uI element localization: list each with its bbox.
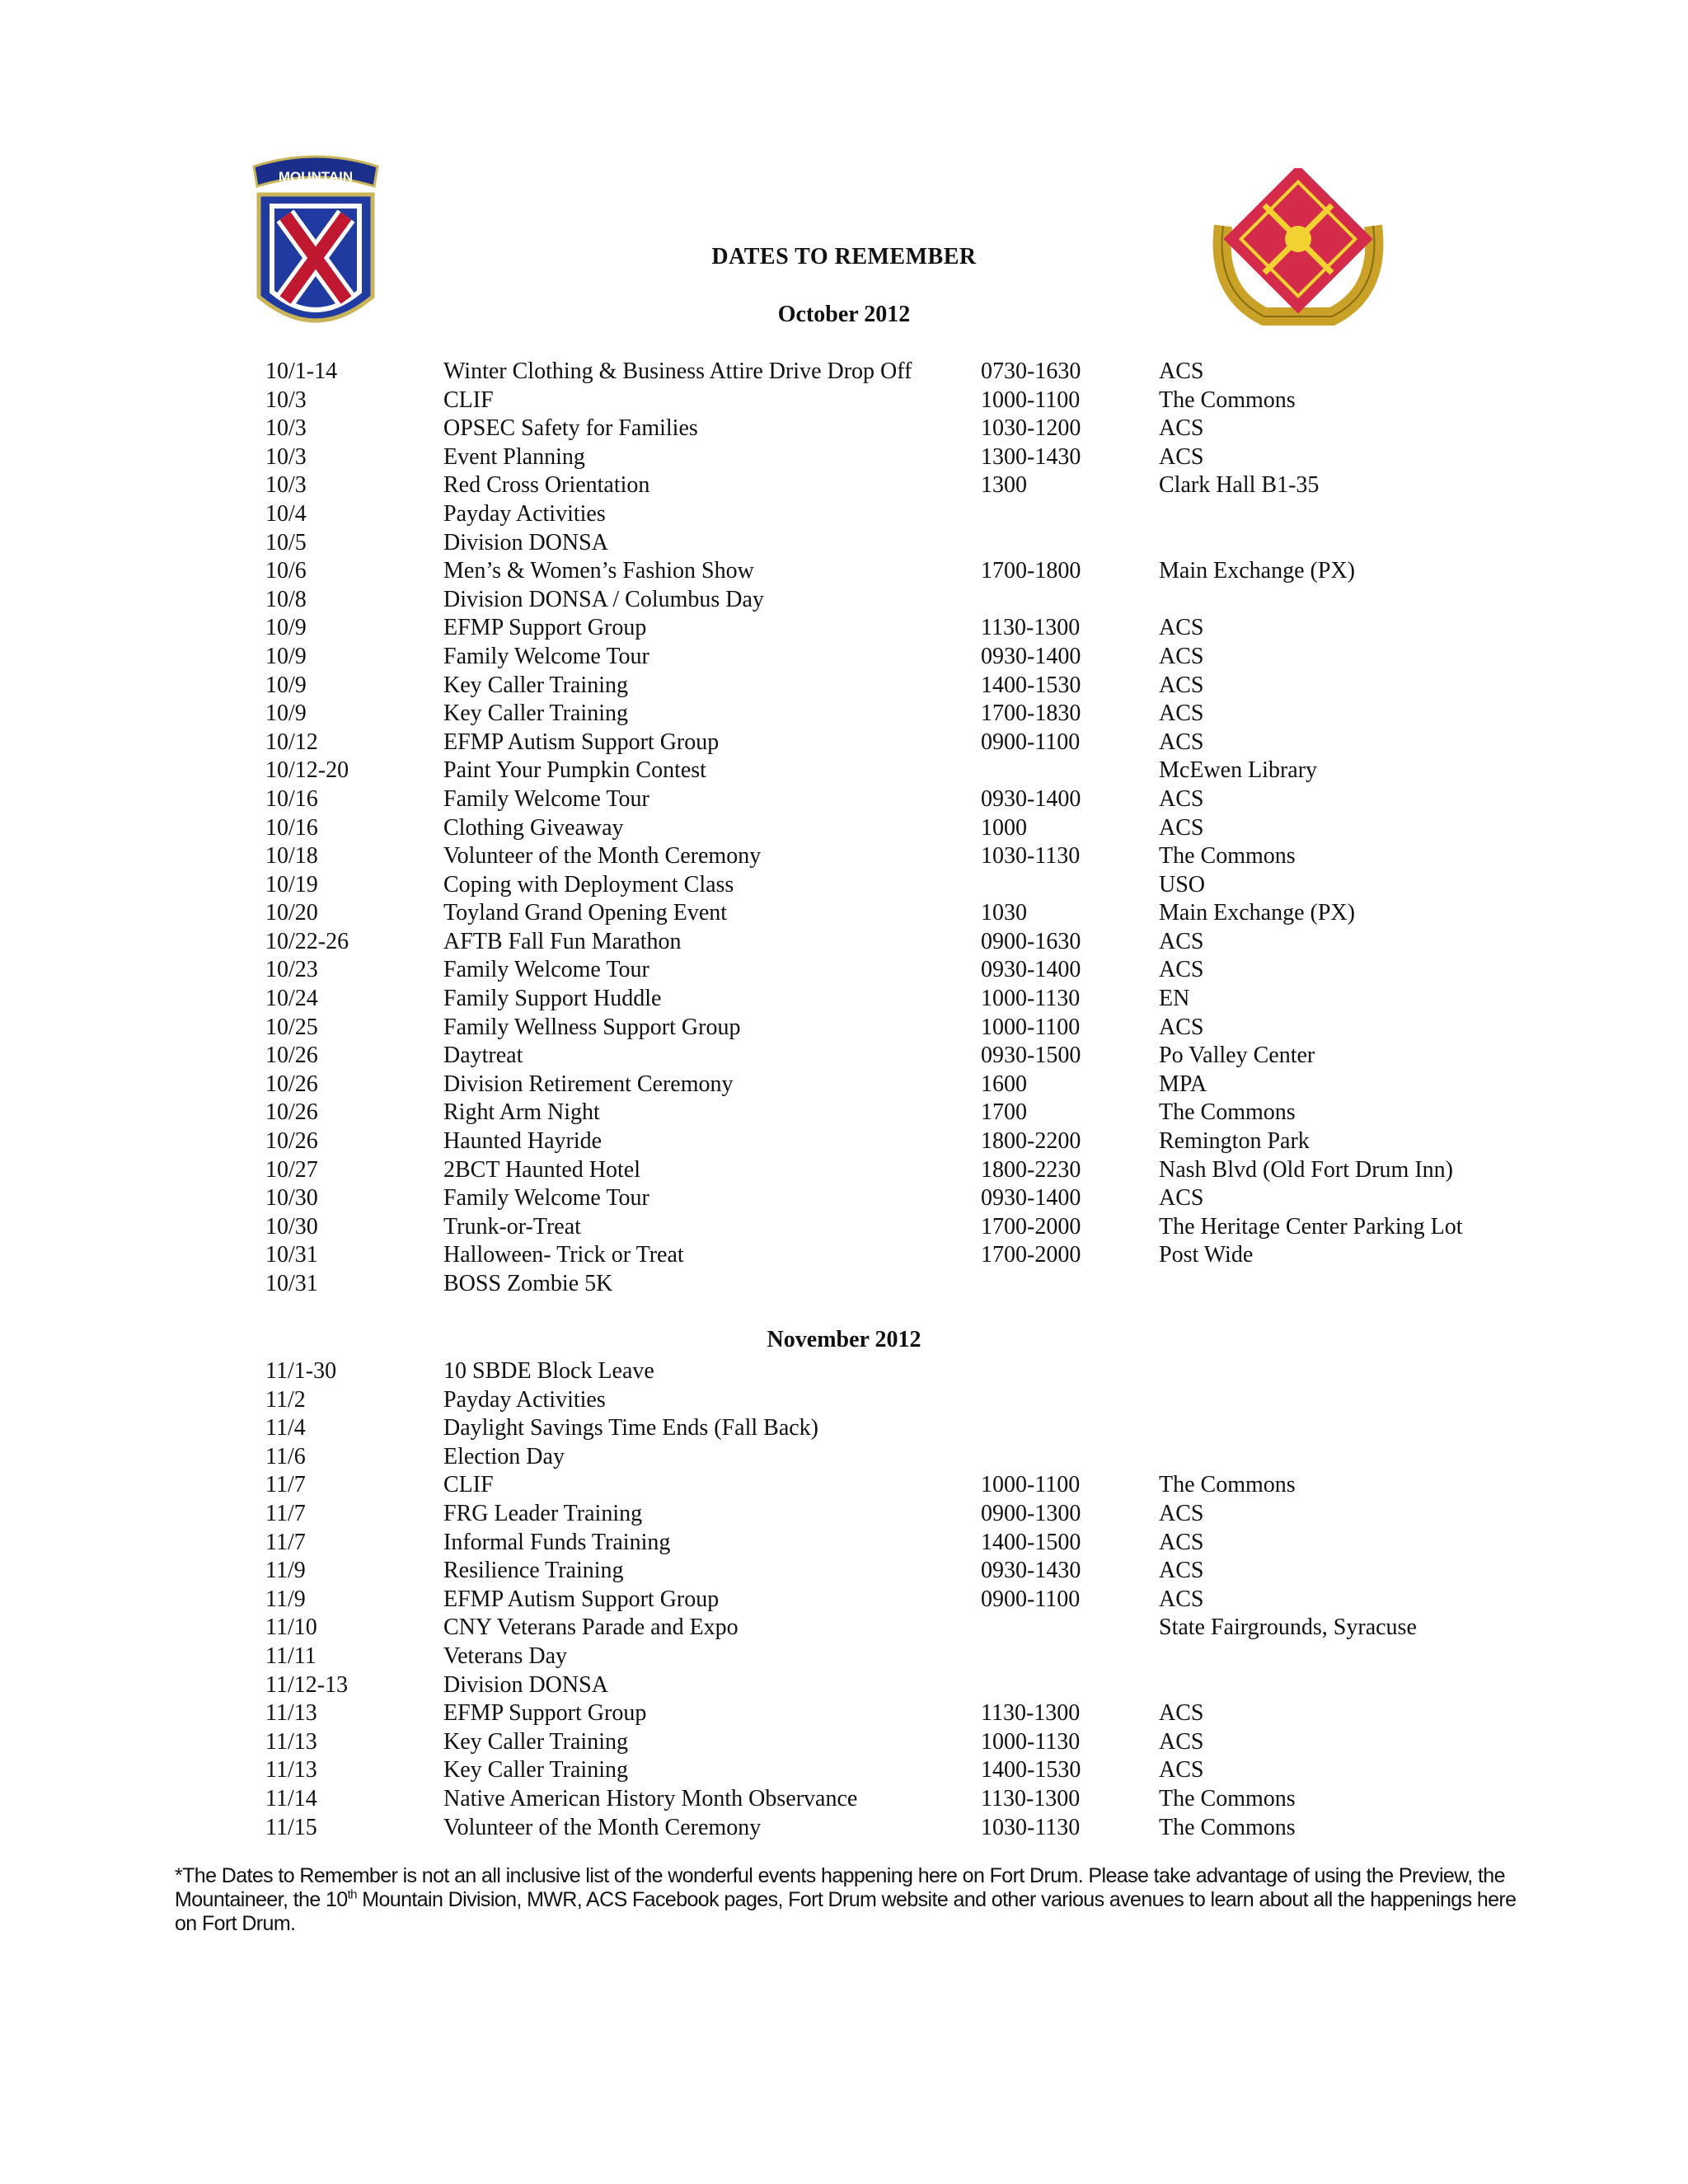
event-name: Division DONSA / Columbus Day <box>443 586 764 612</box>
event-name: CNY Veterans Parade and Expo <box>443 1615 738 1641</box>
event-row <box>265 1156 1551 1185</box>
event-location: ACS <box>1159 443 1204 470</box>
event-date: 10/19 <box>265 871 318 898</box>
event-location: The Commons <box>1159 1472 1296 1498</box>
event-date: 10/9 <box>265 643 307 669</box>
event-date: 10/6 <box>265 558 307 584</box>
event-time: 1130-1300 <box>981 615 1081 641</box>
event-date: 11/13 <box>265 1700 317 1727</box>
event-row <box>265 1127 1551 1156</box>
event-name: Red Cross Orientation <box>443 472 650 499</box>
event-name: EFMP Autism Support Group <box>443 729 720 755</box>
event-time: 0930-1400 <box>981 1185 1081 1212</box>
event-time: 1000-1130 <box>981 986 1081 1012</box>
event-location: ACS <box>1159 814 1204 841</box>
event-name: Daylight Savings Time Ends (Fall Back) <box>443 1415 818 1441</box>
event-row <box>265 1099 1551 1127</box>
event-date: 10/24 <box>265 986 318 1012</box>
event-time: 0930-1500 <box>981 1043 1081 1069</box>
event-time: 1800-2200 <box>981 1128 1081 1155</box>
event-time: 1400-1500 <box>981 1529 1081 1555</box>
event-date: 11/15 <box>265 1814 317 1840</box>
event-row <box>265 1014 1551 1043</box>
event-date: 10/3 <box>265 415 307 442</box>
event-time: 1030-1130 <box>981 843 1081 869</box>
event-time: 1030-1200 <box>981 415 1081 442</box>
event-date: 10/22-26 <box>265 928 349 954</box>
event-location: State Fairgrounds, Syracuse <box>1159 1615 1417 1641</box>
event-row <box>265 1184 1551 1213</box>
event-date: 10/9 <box>265 615 307 641</box>
event-name: Key Caller Training <box>443 1728 628 1755</box>
event-location: ACS <box>1159 701 1204 727</box>
event-time: 1400-1530 <box>981 1757 1081 1783</box>
event-name: Right Arm Night <box>443 1099 600 1126</box>
event-name: Paint Your Pumpkin Contest <box>443 757 706 784</box>
event-time: 1300-1430 <box>981 443 1081 470</box>
event-time: 1030-1130 <box>981 1814 1081 1840</box>
event-name: AFTB Fall Fun Marathon <box>443 928 682 954</box>
event-location: Nash Blvd (Old Fort Drum Inn) <box>1159 1156 1453 1183</box>
event-name: Toyland Grand Opening Event <box>443 900 728 926</box>
event-row <box>265 443 1551 472</box>
event-time: 1700-1830 <box>981 701 1081 727</box>
event-name: EFMP Support Group <box>443 615 647 641</box>
month-heading-october: October 2012 <box>777 302 911 327</box>
event-row <box>265 1357 1551 1386</box>
event-name: Coping with Deployment Class <box>443 871 734 898</box>
event-date: 11/12-13 <box>265 1671 349 1698</box>
event-date: 10/18 <box>265 843 318 869</box>
event-location: EN <box>1159 986 1190 1012</box>
event-location: ACS <box>1159 615 1204 641</box>
event-time: 1700-2000 <box>981 1242 1081 1268</box>
event-location: ACS <box>1159 359 1204 384</box>
event-location: ACS <box>1159 1558 1204 1584</box>
event-date: 10/9 <box>265 701 307 727</box>
event-name: Family Welcome Tour <box>443 643 649 669</box>
event-name: Volunteer of the Month Ceremony <box>443 1814 762 1840</box>
event-row <box>265 1414 1551 1443</box>
event-date: 11/9 <box>265 1558 306 1584</box>
event-location: ACS <box>1159 1700 1204 1727</box>
event-name: BOSS Zombie 5K <box>443 1271 613 1296</box>
event-date: 10/3 <box>265 472 307 499</box>
event-name: Family Support Huddle <box>443 986 662 1012</box>
event-location: The Commons <box>1159 1099 1296 1126</box>
november-event-list <box>265 1357 1551 1842</box>
event-row <box>265 899 1551 928</box>
event-name: EFMP Autism Support Group <box>443 1586 720 1612</box>
event-name: Halloween- Trick or Treat <box>443 1242 684 1268</box>
event-name: Division Retirement Ceremony <box>443 1071 734 1097</box>
event-date: 10/9 <box>265 672 307 698</box>
event-location: ACS <box>1159 928 1204 954</box>
event-time: 1800-2230 <box>981 1156 1081 1183</box>
event-location: ACS <box>1159 957 1204 983</box>
event-name: Haunted Hayride <box>443 1128 603 1155</box>
event-date: 11/11 <box>265 1643 316 1669</box>
event-location: Po Valley Center <box>1159 1043 1315 1069</box>
event-date: 10/3 <box>265 387 307 413</box>
event-date: 10/16 <box>265 814 318 841</box>
event-location: ACS <box>1159 1185 1204 1212</box>
event-time: 1000-1130 <box>981 1728 1081 1755</box>
event-row <box>265 586 1551 615</box>
event-row <box>265 785 1551 814</box>
event-date: 11/7 <box>265 1472 306 1498</box>
event-location: Remington Park <box>1159 1128 1310 1155</box>
event-date: 10/26 <box>265 1071 318 1097</box>
event-row <box>265 529 1551 558</box>
event-location: ACS <box>1159 1757 1204 1783</box>
event-date: 10/3 <box>265 443 307 470</box>
event-date: 10/12 <box>265 729 318 755</box>
event-date: 11/6 <box>265 1443 306 1469</box>
page-title: DATES TO REMEMBER <box>711 244 977 269</box>
event-location: The Commons <box>1159 1785 1296 1811</box>
event-location: ACS <box>1159 415 1204 442</box>
event-time: 1130-1300 <box>981 1785 1081 1811</box>
event-date: 10/31 <box>265 1271 318 1296</box>
event-date: 10/27 <box>265 1156 318 1183</box>
patch-tab-text: MOUNTAIN <box>278 169 354 185</box>
event-date: 10/31 <box>265 1242 318 1268</box>
event-time: 0930-1400 <box>981 785 1081 812</box>
event-time: 0900-1630 <box>981 928 1081 954</box>
event-name: Event Planning <box>443 443 585 470</box>
event-name: Family Welcome Tour <box>443 1185 649 1212</box>
event-name: CLIF <box>443 387 494 413</box>
event-location: ACS <box>1159 1728 1204 1755</box>
event-row <box>265 1814 1551 1843</box>
event-name: CLIF <box>443 1472 494 1498</box>
event-name: 2BCT Haunted Hotel <box>443 1156 641 1183</box>
event-row <box>265 985 1551 1014</box>
event-name: FRG Leader Training <box>443 1500 643 1526</box>
event-date: 10/26 <box>265 1043 318 1069</box>
event-row <box>265 1071 1551 1099</box>
event-row <box>265 1443 1551 1472</box>
event-date: 10/12-20 <box>265 757 349 784</box>
event-row <box>265 729 1551 757</box>
event-date: 10/4 <box>265 500 307 527</box>
event-row <box>265 1699 1551 1728</box>
event-name: Daytreat <box>443 1043 523 1069</box>
event-name: Resilience Training <box>443 1558 624 1584</box>
event-row <box>265 1500 1551 1529</box>
event-date: 11/2 <box>265 1386 306 1413</box>
event-time: 1300 <box>981 472 1027 499</box>
event-row <box>265 928 1551 957</box>
event-location: Main Exchange (PX) <box>1159 558 1355 584</box>
event-time: 0900-1100 <box>981 729 1081 755</box>
event-time: 1600 <box>981 1071 1027 1097</box>
event-date: 11/14 <box>265 1785 317 1811</box>
event-date: 10/26 <box>265 1099 318 1126</box>
event-date: 10/1-14 <box>265 359 338 384</box>
october-event-list <box>265 358 1551 1299</box>
event-row <box>265 672 1551 701</box>
footnote <box>175 1864 1526 1936</box>
event-time: 1000-1100 <box>981 1014 1081 1040</box>
event-time: 0730-1630 <box>981 359 1081 384</box>
event-location: ACS <box>1159 672 1204 698</box>
event-time: 1400-1530 <box>981 672 1081 698</box>
event-name: Volunteer of the Month Ceremony <box>443 843 762 869</box>
event-name: Clothing Giveaway <box>443 814 624 841</box>
event-row <box>265 1614 1551 1643</box>
event-name: Trunk-or-Treat <box>443 1213 581 1240</box>
event-location: Post Wide <box>1159 1242 1254 1268</box>
event-time: 1700-1800 <box>981 558 1081 584</box>
event-row <box>265 500 1551 529</box>
event-date: 10/8 <box>265 586 307 612</box>
event-row <box>265 956 1551 985</box>
event-time: 1700 <box>981 1099 1027 1126</box>
event-row <box>265 1728 1551 1757</box>
event-row <box>265 1042 1551 1071</box>
event-location: McEwen Library <box>1159 757 1318 784</box>
event-row <box>265 614 1551 643</box>
event-location: The Commons <box>1159 843 1296 869</box>
event-date: 11/13 <box>265 1757 317 1783</box>
event-date: 11/10 <box>265 1615 317 1641</box>
event-date: 10/26 <box>265 1128 318 1155</box>
event-date: 10/30 <box>265 1185 318 1212</box>
event-row <box>265 871 1551 900</box>
event-row <box>265 1241 1551 1270</box>
event-location: The Heritage Center Parking Lot <box>1159 1213 1463 1240</box>
event-name: Election Day <box>443 1443 565 1469</box>
event-time: 1030 <box>981 900 1027 926</box>
event-name: OPSEC Safety for Families <box>443 415 698 442</box>
event-row <box>265 387 1551 415</box>
event-time: 1130-1300 <box>981 1700 1081 1727</box>
event-date: 10/30 <box>265 1213 318 1240</box>
event-date: 11/13 <box>265 1728 317 1755</box>
event-location: ACS <box>1159 785 1204 812</box>
event-row <box>265 1586 1551 1615</box>
event-row <box>265 1213 1551 1242</box>
event-row <box>265 471 1551 500</box>
event-date: 10/23 <box>265 957 318 983</box>
event-date: 11/7 <box>265 1529 306 1555</box>
event-row <box>265 557 1551 586</box>
event-row <box>265 1756 1551 1785</box>
event-name: Key Caller Training <box>443 701 628 727</box>
event-name: 10 SBDE Block Leave <box>443 1358 654 1384</box>
event-time: 0930-1400 <box>981 643 1081 669</box>
event-date: 10/5 <box>265 529 307 555</box>
event-name: Family Wellness Support Group <box>443 1014 741 1040</box>
event-date: 11/1-30 <box>265 1358 337 1384</box>
event-row <box>265 415 1551 443</box>
event-time: 0900-1100 <box>981 1586 1081 1612</box>
event-row <box>265 1785 1551 1814</box>
event-name: Veterans Day <box>443 1643 568 1669</box>
event-location: ACS <box>1159 1586 1204 1612</box>
event-row <box>265 643 1551 672</box>
event-time: 1700-2000 <box>981 1213 1081 1240</box>
event-row <box>265 1643 1551 1671</box>
event-row <box>265 1386 1551 1415</box>
event-name: Payday Activities <box>443 1386 606 1413</box>
event-row <box>265 842 1551 871</box>
event-row <box>265 358 1551 387</box>
event-location: The Commons <box>1159 1814 1296 1840</box>
event-time: 1000 <box>981 814 1027 841</box>
event-name: Men’s & Women’s Fashion Show <box>443 558 754 584</box>
event-row <box>265 700 1551 729</box>
event-date: 10/16 <box>265 785 318 812</box>
event-date: 10/20 <box>265 900 318 926</box>
event-location: ACS <box>1159 729 1204 755</box>
event-location: ACS <box>1159 643 1204 669</box>
event-date: 11/4 <box>265 1415 306 1441</box>
event-name: Key Caller Training <box>443 672 628 698</box>
event-row <box>265 814 1551 843</box>
event-name: Family Welcome Tour <box>443 785 649 812</box>
event-date: 11/7 <box>265 1500 306 1526</box>
event-name: Informal Funds Training <box>443 1529 671 1555</box>
event-location: MPA <box>1159 1071 1207 1097</box>
event-location: The Commons <box>1159 387 1296 413</box>
event-time: 0930-1400 <box>981 957 1081 983</box>
event-row <box>265 757 1551 785</box>
event-time: 0900-1300 <box>981 1500 1081 1526</box>
footnote-text-1: *The Dates to Remember is not an all inclusive list of the wonderful events happening here on Fort Drum. Please take advantage of using the Preview, the Mountaineer, the 10 <box>175 1864 1505 1911</box>
event-name: Key Caller Training <box>443 1757 628 1783</box>
event-time: 1000-1100 <box>981 1472 1081 1498</box>
event-name: Payday Activities <box>443 500 606 527</box>
event-time: 0930-1430 <box>981 1558 1081 1584</box>
month-heading-november: November 2012 <box>767 1327 921 1352</box>
event-time: 1000-1100 <box>981 387 1081 413</box>
footnote-superscript: th <box>347 1887 357 1902</box>
event-row <box>265 1529 1551 1558</box>
event-date: 11/9 <box>265 1586 306 1612</box>
event-date: 10/25 <box>265 1014 318 1040</box>
event-name: Native American History Month Observance <box>443 1785 858 1811</box>
event-row <box>265 1471 1551 1500</box>
event-location: Main Exchange (PX) <box>1159 900 1355 926</box>
event-row <box>265 1671 1551 1700</box>
event-name: Family Welcome Tour <box>443 957 649 983</box>
footnote-text-2: Mountain Division, MWR, ACS Facebook pages, Fort Drum website and other various avenues to learn about all the happenings here on Fort Drum. <box>175 1888 1517 1935</box>
event-location: ACS <box>1159 1500 1204 1526</box>
event-row <box>265 1270 1551 1299</box>
event-name: EFMP Support Group <box>443 1700 647 1727</box>
event-name: Division DONSA <box>443 1671 608 1698</box>
event-location: ACS <box>1159 1014 1204 1040</box>
event-location: USO <box>1159 871 1206 898</box>
event-location: Clark Hall B1-35 <box>1159 472 1320 499</box>
event-name: Winter Clothing & Business Attire Drive Drop Off <box>443 359 912 384</box>
event-row <box>265 1557 1551 1586</box>
event-location: ACS <box>1159 1529 1204 1555</box>
event-name: Division DONSA <box>443 529 608 555</box>
